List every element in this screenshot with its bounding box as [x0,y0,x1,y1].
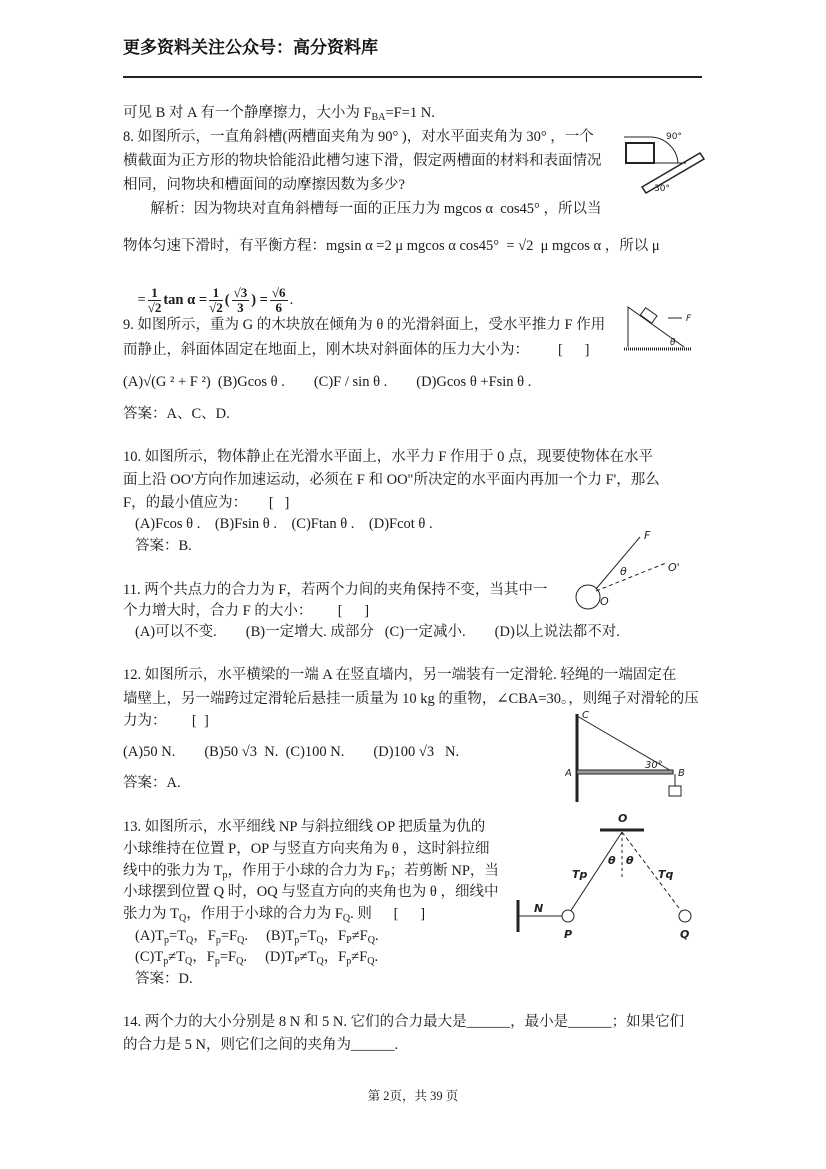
point-label: C [582,710,589,721]
text-line [123,818,485,836]
text-line [123,1036,398,1054]
point-label: O [618,812,628,825]
text-run: =T [299,928,317,944]
text-line [123,905,425,923]
text-line [123,840,490,858]
tension-label: Tp [572,868,588,881]
text-run: 答案：A、C、D. [123,406,230,422]
text-run: 横截面为正方形的物块恰能沿此槽匀速下滑，假定两槽面的材料和表面情况 [123,153,602,169]
subscript: Q [342,913,351,924]
subscript: p [164,935,169,946]
text-line [123,405,230,423]
denominator: √2 [147,300,162,315]
text-run: (C)T [135,949,164,965]
text-run: ≠F [351,928,368,944]
q10-figure [570,525,690,615]
text-run: ，F [193,928,216,944]
point-label: B [678,768,685,779]
numerator: 1 [148,286,162,301]
q13-figure [510,808,700,948]
text-run: 力为： [ ] [123,713,209,729]
text-line [135,537,192,555]
numerator: 1 [209,286,223,301]
text-line [123,883,498,901]
subscript: p [163,956,169,967]
text-line [123,774,181,792]
text-line [123,448,653,466]
text-run: (A)T [135,928,164,944]
text-run: 小球维持在位置 P，OP 与竖直方向夹角为 θ ，这时斜拉细 [123,841,490,857]
block-shape [626,143,654,163]
text-line [123,471,660,489]
text-run: 解析：因为物块对直角斜槽每一面的正压力为 mgcos α cos45° ，所以当 [143,201,602,217]
text-run: 面上沿 OO'方向作加速运动，必须在 F 和 OO"所决定的水平面内再加一个力 F'，那么 [123,472,660,488]
subscript: p [346,956,352,967]
angle-label: θ [608,854,616,867]
numerator: √3 [233,285,248,300]
text-run: (A)Fcos θ . (B)Fsin θ . (C)Ftan θ . (D)Fcot θ . [135,516,433,532]
fraction [270,286,288,315]
point-label: O [600,595,609,608]
subscript: Q [237,935,245,946]
text-run: . (D)T [243,949,295,965]
subscript: Q [367,935,375,946]
text-line [135,623,620,641]
text-line [123,743,459,761]
text-line [135,948,378,966]
text-run: 答案：D. [135,971,193,987]
subscript: P [346,935,352,946]
text-line [123,128,594,146]
angle-label: θ [620,565,627,578]
text-run: ，作用于小球的合力为 F [227,863,385,879]
text-line [135,515,433,533]
force-label: F [686,314,692,324]
subscript: Q [186,935,194,946]
text-run: . [374,949,379,965]
block-shape [640,308,657,324]
text-run: 9. 如图所示，重为 G 的木块放在倾角为 θ 的光滑斜面上，受水平推力 F 作用 [123,317,606,333]
text-run: 答案：A. [123,775,181,791]
subscript: Q [316,935,324,946]
text-run: 12. 如图所示，水平横梁的一端 A 在竖直墙内，另一端装有一定滑轮. 轻绳的一端固定在 [123,667,677,683]
text-run: 11. 两个共点力的合力为 F，若两个力间的夹角保持不变，当其中一 [123,582,548,598]
subscript: BA [371,112,386,123]
text-line [123,373,531,391]
text-run: 而静止，斜面体固定在地面上，刚木块对斜面体的压力大小为： [ ] [123,342,590,358]
fraction [209,286,223,315]
text-line [123,237,660,255]
text-run: 14. 两个力的大小分别是 8 N 和 5 N. 它们的合力最大是______，最小是______；如果它们 [123,1014,685,1030]
subscript: p [215,935,221,946]
text-run: (A)可以不变. (B)一定增大. 成部分 (C)一定减小. (D)以上说法都不对. [135,624,620,640]
subscript: P [294,956,300,967]
tension-label: Tq [658,868,674,881]
text-run: 13. 如图所示，水平细线 NP 与斜拉细线 OP 把质量为仇的 [123,819,486,835]
page-number: 第 2页，共 39 页 [367,1089,459,1103]
text-run: ，F [192,949,215,965]
formula-line [123,268,293,333]
subscript: P [384,870,390,881]
subscript: p [294,935,300,946]
text-run: ≠T [299,949,317,965]
text-line [123,494,289,512]
weight-box [669,786,681,796]
text-run: . [374,928,379,944]
denominator: 6 [275,300,282,315]
text-line [123,862,499,880]
text-run: 可见 B 对 A 有一个静摩擦力，大小为 F [123,105,372,121]
text-run: 的合力是 5 N，则它们之间的夹角为______. [123,1037,399,1053]
header-rule [123,76,702,78]
incline-shape [628,307,684,347]
text-line [123,176,405,194]
text-run: 相同，问物块和槽面间的动摩擦因数为多少? [123,177,405,193]
text-run: ，F [323,928,347,944]
angle-label: 30° [645,760,663,771]
force-arrow [596,537,640,589]
point-label: Q [680,928,690,941]
text-run: . 则 [ ] [350,906,426,922]
text-run: 个力增大时，合力 F 的大小： [ ] [123,603,370,619]
text-run: F，的最小值应为： [ ] [123,495,290,511]
text-run: 线中的张力为 T [123,863,223,879]
text-run: =F [219,949,237,965]
subscript: p [214,956,220,967]
text-run: (A)50 N. (B)50 √3 N. (C)100 N. (D)100 √3 N. [123,744,460,760]
ball-p [562,910,574,922]
trough-shape [642,153,704,193]
text-run: 物体匀速下滑时，有平衡方程：mgsin α =2 μ mgcos α cos45° = √2 μ mgcos α ，所以 μ [123,238,660,254]
text-run: ；若剪断 NP，当 [389,863,499,879]
force-label: F [644,529,651,542]
text-run: ≠F [351,949,368,965]
text-line [123,104,435,122]
text-run: 张力为 T [123,906,179,922]
text-run: =F=1 N. [385,105,435,121]
point-label: O' [668,561,680,574]
q8-figure [620,125,710,195]
text-line [135,927,379,945]
text-run: ，F [323,949,347,965]
denominator: √2 [209,300,223,315]
text-run: ≠T [168,949,186,965]
formula-text: tan α = [163,291,208,308]
text-line [123,152,602,170]
formula-text: . [289,291,294,308]
denominator: 3 [237,300,244,315]
q9-figure [624,305,704,355]
text-line [123,666,676,684]
text-run: 答案：B. [135,538,192,554]
text-line [123,341,589,359]
text-line [123,712,209,730]
angle-label: θ [670,338,676,348]
q12-figure [565,708,695,808]
text-run: 小球摆到位置 Q 时，OQ 与竖直方向的夹角也为 θ ，细线中 [123,884,499,900]
angle-label: 30° [654,184,670,194]
text-run: 墙壁上，另一端跨过定滑轮后悬挂一质量为 10 kg 的重物，∠CBA=30。，则绳子对滑轮的压 [123,691,699,707]
text-run: 8. 如图所示，一直角斜槽(两槽面夹角为 90° )，对水平面夹角为 30° ，一个 [123,129,594,145]
fraction [232,286,250,315]
angle-label: 90° [666,132,682,142]
subscript: Q [185,956,193,967]
text-line [123,690,699,708]
subscript: Q [236,956,244,967]
point-label: N [534,902,544,915]
text-run: 10. 如图所示，物体静止在光滑水平面上，水平力 F 作用于 0 点，现要使物体在水平 [123,449,654,465]
formula-text: ) = [251,291,268,308]
text-line [135,970,193,988]
text-line [123,1013,684,1031]
text-line [123,581,547,599]
text-line [123,602,369,620]
numerator: √6 [271,285,286,300]
subscript: Q [316,956,324,967]
text-run: ，作用于小球的合力为 F [186,906,343,922]
text-run: =T [169,928,187,944]
ball-q [679,910,691,922]
angle-label: θ [626,854,634,867]
subscript: Q [178,913,187,924]
text-line [143,200,601,218]
text-run: . (B)T [244,928,295,944]
point-label: P [564,928,573,941]
formula-text: = [137,291,146,308]
point-label: A [565,768,572,779]
subscript: Q [367,956,375,967]
formula-text: ( [224,291,230,308]
subscript: p [222,870,228,881]
text-run: (A)√(G ² + F ²) (B)Gcos θ . (C)F / sin θ . (D)Gcos θ +Fsin θ . [123,374,532,390]
fraction [148,286,162,315]
text-run: =F [220,928,238,944]
header-title: 更多资料关注公众号：高分资料库 [123,38,378,58]
